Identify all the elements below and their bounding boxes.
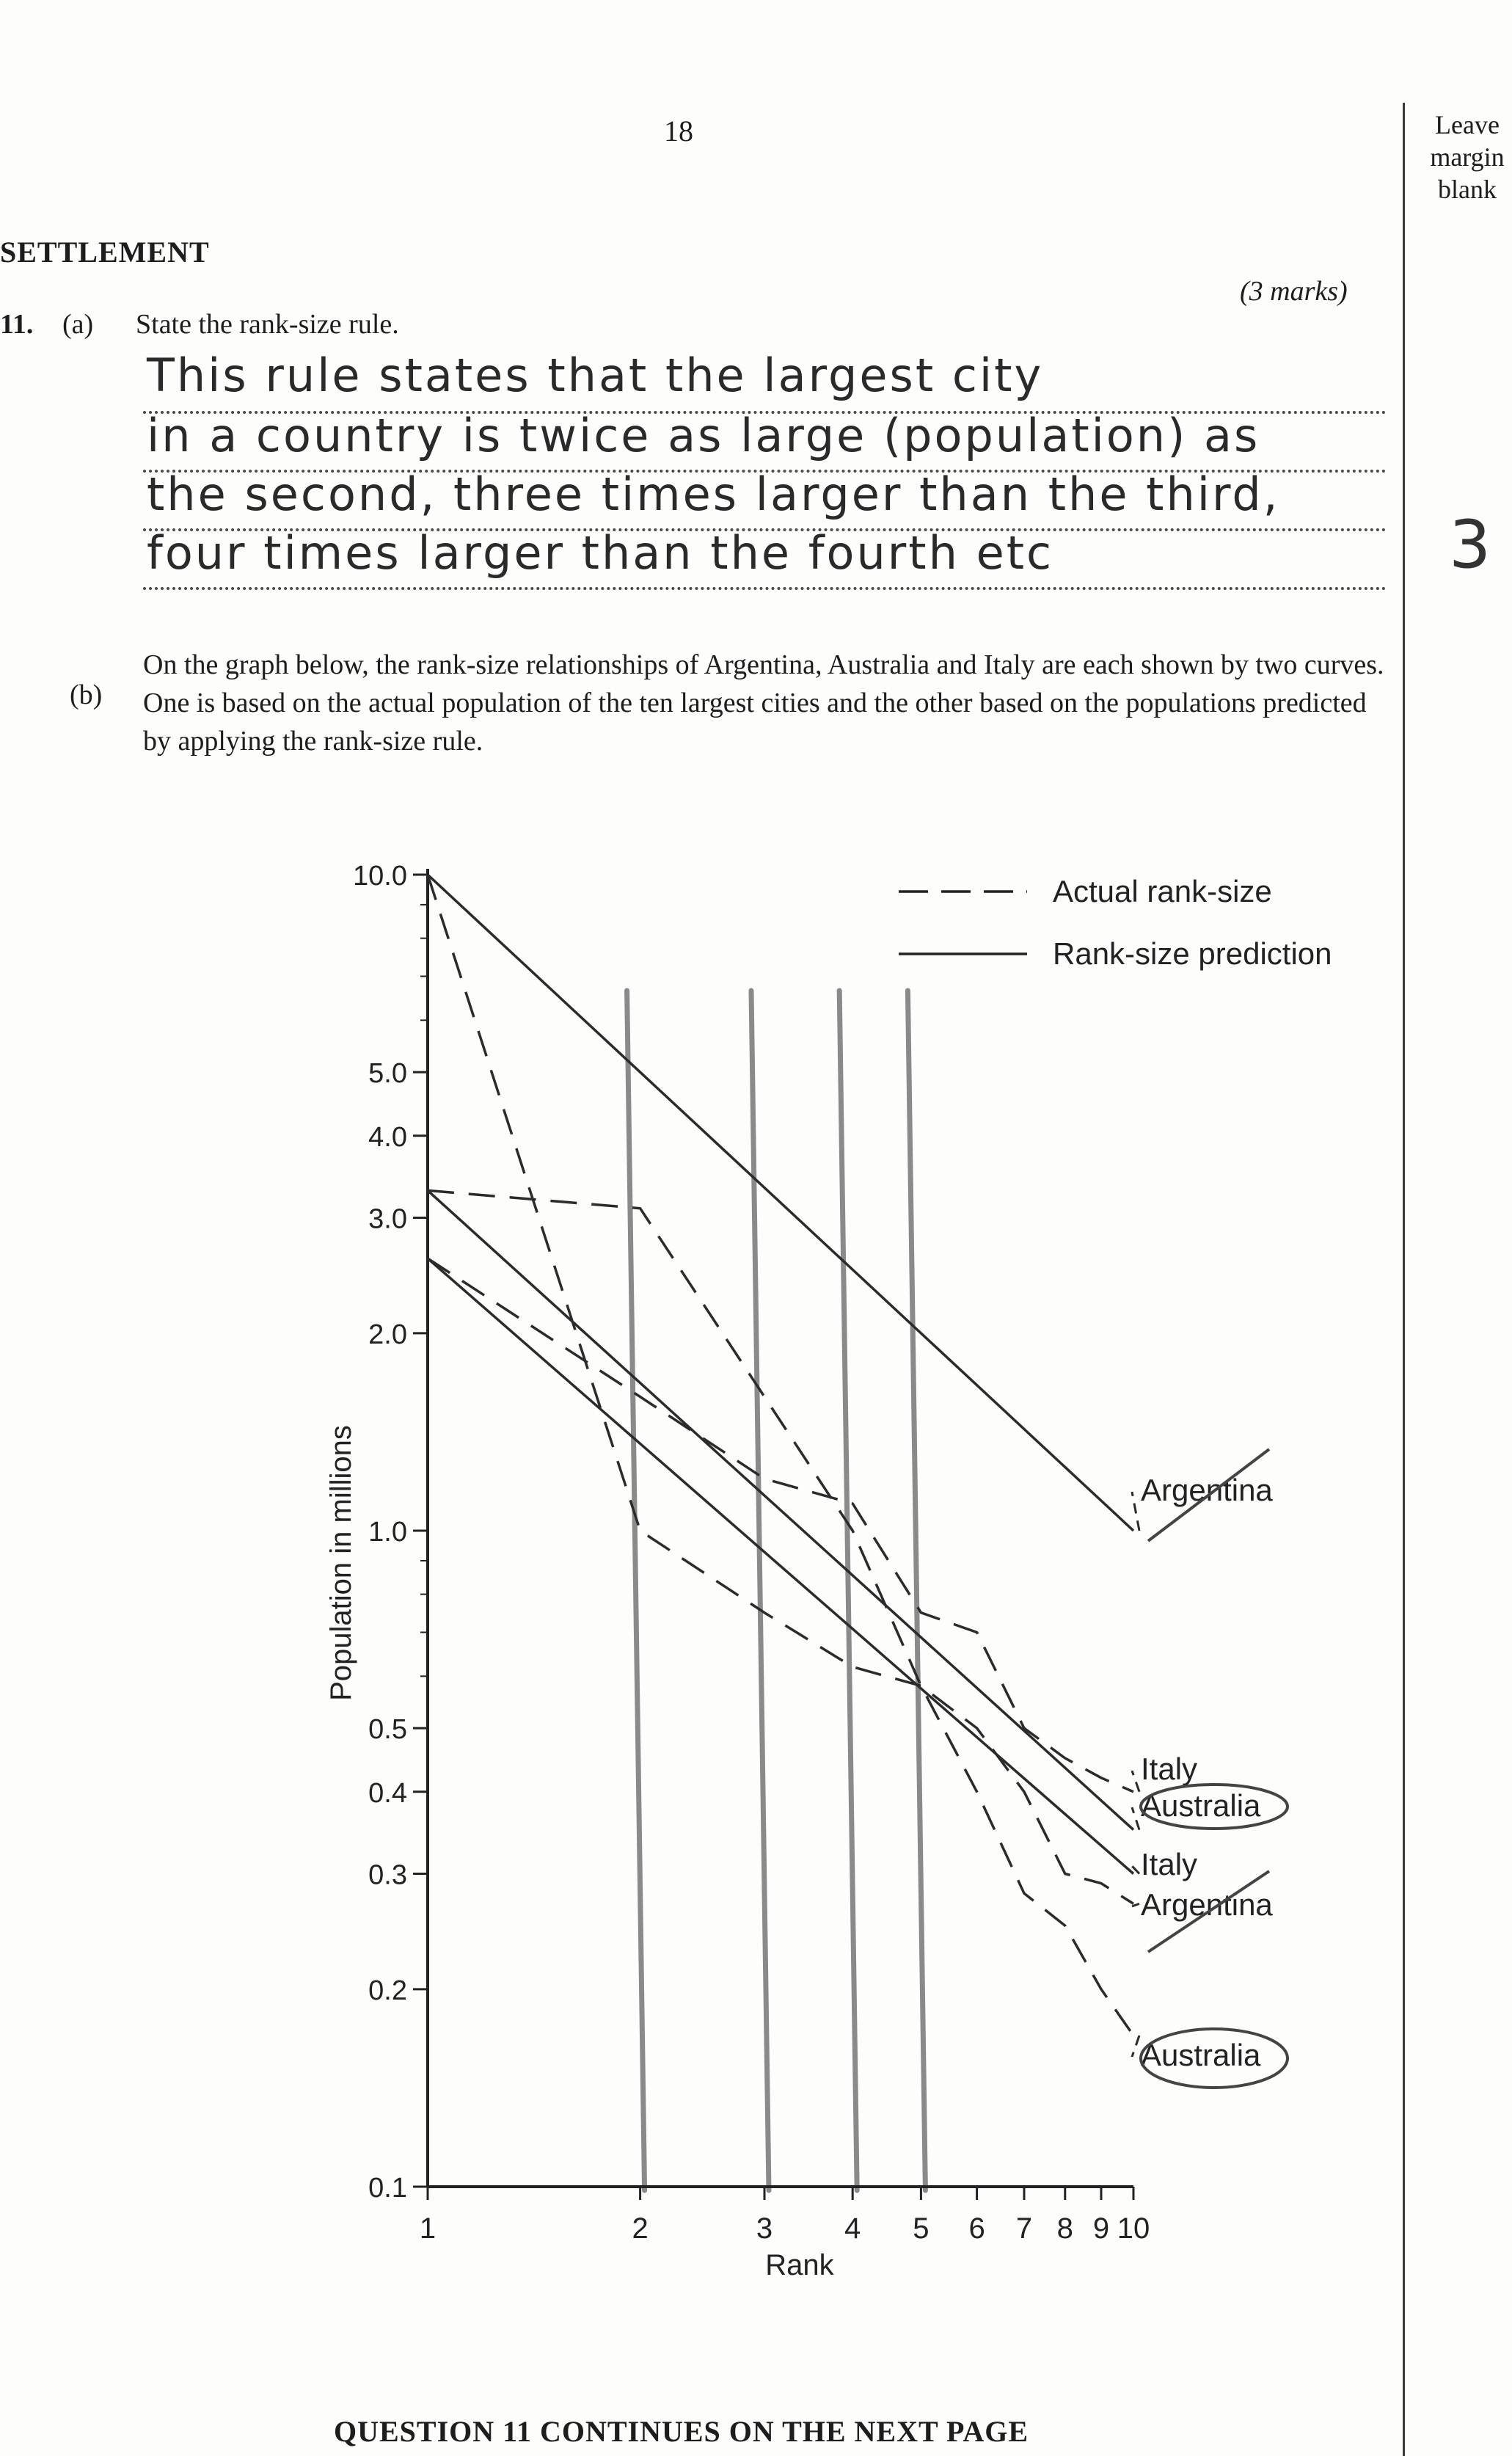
chart-series [428,875,1133,2036]
x-tick-label: 7 [1015,2212,1033,2245]
y-tick-label: 2.0 [368,1319,407,1350]
legend-label: Actual rank-size [1053,874,1272,908]
series-label: Australia [1141,1788,1261,1823]
handwritten-answer-line: four times larger than the fourth etc [147,526,1054,580]
series-line-australia-actual [428,1190,1133,2036]
y-tick-label: 0.5 [368,1714,407,1746]
series-line-australia-prediction [428,1190,1133,1829]
pencil-mark [839,991,857,2190]
margin-note-line: blank [1438,175,1497,204]
series-label-leader [1132,1771,1139,1792]
y-tick-label: 10.0 [353,861,407,892]
pencil-mark [627,991,645,2190]
y-tick-label: 3.0 [368,1203,407,1235]
x-tick-label: 8 [1056,2212,1073,2245]
footer-note: QUESTION 11 CONTINUES ON THE NEXT PAGE [334,2415,1029,2448]
handwritten-answer-line: This rule states that the largest city [147,349,1044,402]
page-number: 18 [664,114,693,147]
x-tick-label: 1 [419,2212,437,2245]
series-label: Argentina [1141,1887,1273,1922]
series-line-argentina-actual [428,875,1133,1903]
pencil-marks [627,991,926,2190]
part-b-label: (b) [70,679,103,710]
margin-note-line: margin [1430,142,1505,172]
handwritten-answer-line: in a country is twice as large (population) as [147,409,1260,462]
part-a-label: (a) [62,309,94,340]
legend-label: Rank-size prediction [1053,936,1332,971]
x-tick-label: 3 [756,2212,773,2245]
x-axis-label: Rank [765,2249,834,2281]
series-line-italy-actual [428,1258,1133,1792]
y-tick-label: 0.2 [368,1975,407,2006]
series-label-leader [1132,1807,1139,1830]
x-tick-label: 6 [968,2212,985,2245]
y-tick-label: 5.0 [368,1058,407,1090]
series-line-italy-prediction [428,1258,1133,1874]
y-tick-label: 4.0 [368,1121,407,1153]
handwritten-answer-line: the second, three times larger than the third, [147,467,1280,521]
pencil-mark [751,991,769,2190]
series-label-leader [1132,1492,1139,1531]
section-title: SETTLEMENT [0,236,210,269]
x-tick-label: 4 [844,2212,861,2245]
chart-axes [325,861,1150,2281]
chart-legend [899,874,1332,971]
marks-label: (3 marks) [1240,276,1348,307]
x-tick-label: 2 [632,2212,649,2245]
x-tick-label: 5 [913,2212,930,2245]
y-tick-label: 0.1 [368,2173,407,2204]
y-tick-label: 1.0 [368,1517,407,1548]
y-axis-label: Population in millions [325,1425,357,1701]
x-tick-label: 10 [1117,2212,1150,2245]
series-label: Italy [1141,1847,1198,1881]
series-labels [1132,1449,1288,2088]
question-number: 11. [0,309,34,340]
part-b-text: On the graph below, the rank-size relationships of Argentina, Australia and Italy are each shown by two curves. One is based on the actual population of the ten largest cities and the other based on the populations predicted by applying the rank-size rule. [143,649,1384,757]
series-label-leader [1132,2036,1139,2057]
x-tick-label: 9 [1092,2212,1110,2245]
margin-note-line: Leave [1435,110,1500,139]
y-tick-label: 0.4 [368,1777,407,1809]
y-tick-label: 0.3 [368,1859,407,1891]
series-label: Argentina [1141,1473,1273,1507]
series-label: Australia [1141,2038,1261,2072]
series-label: Italy [1141,1752,1198,1786]
pencil-mark [907,991,925,2190]
handwritten-score: 3 [1449,506,1491,583]
part-a-text: State the rank-size rule. [136,309,399,340]
